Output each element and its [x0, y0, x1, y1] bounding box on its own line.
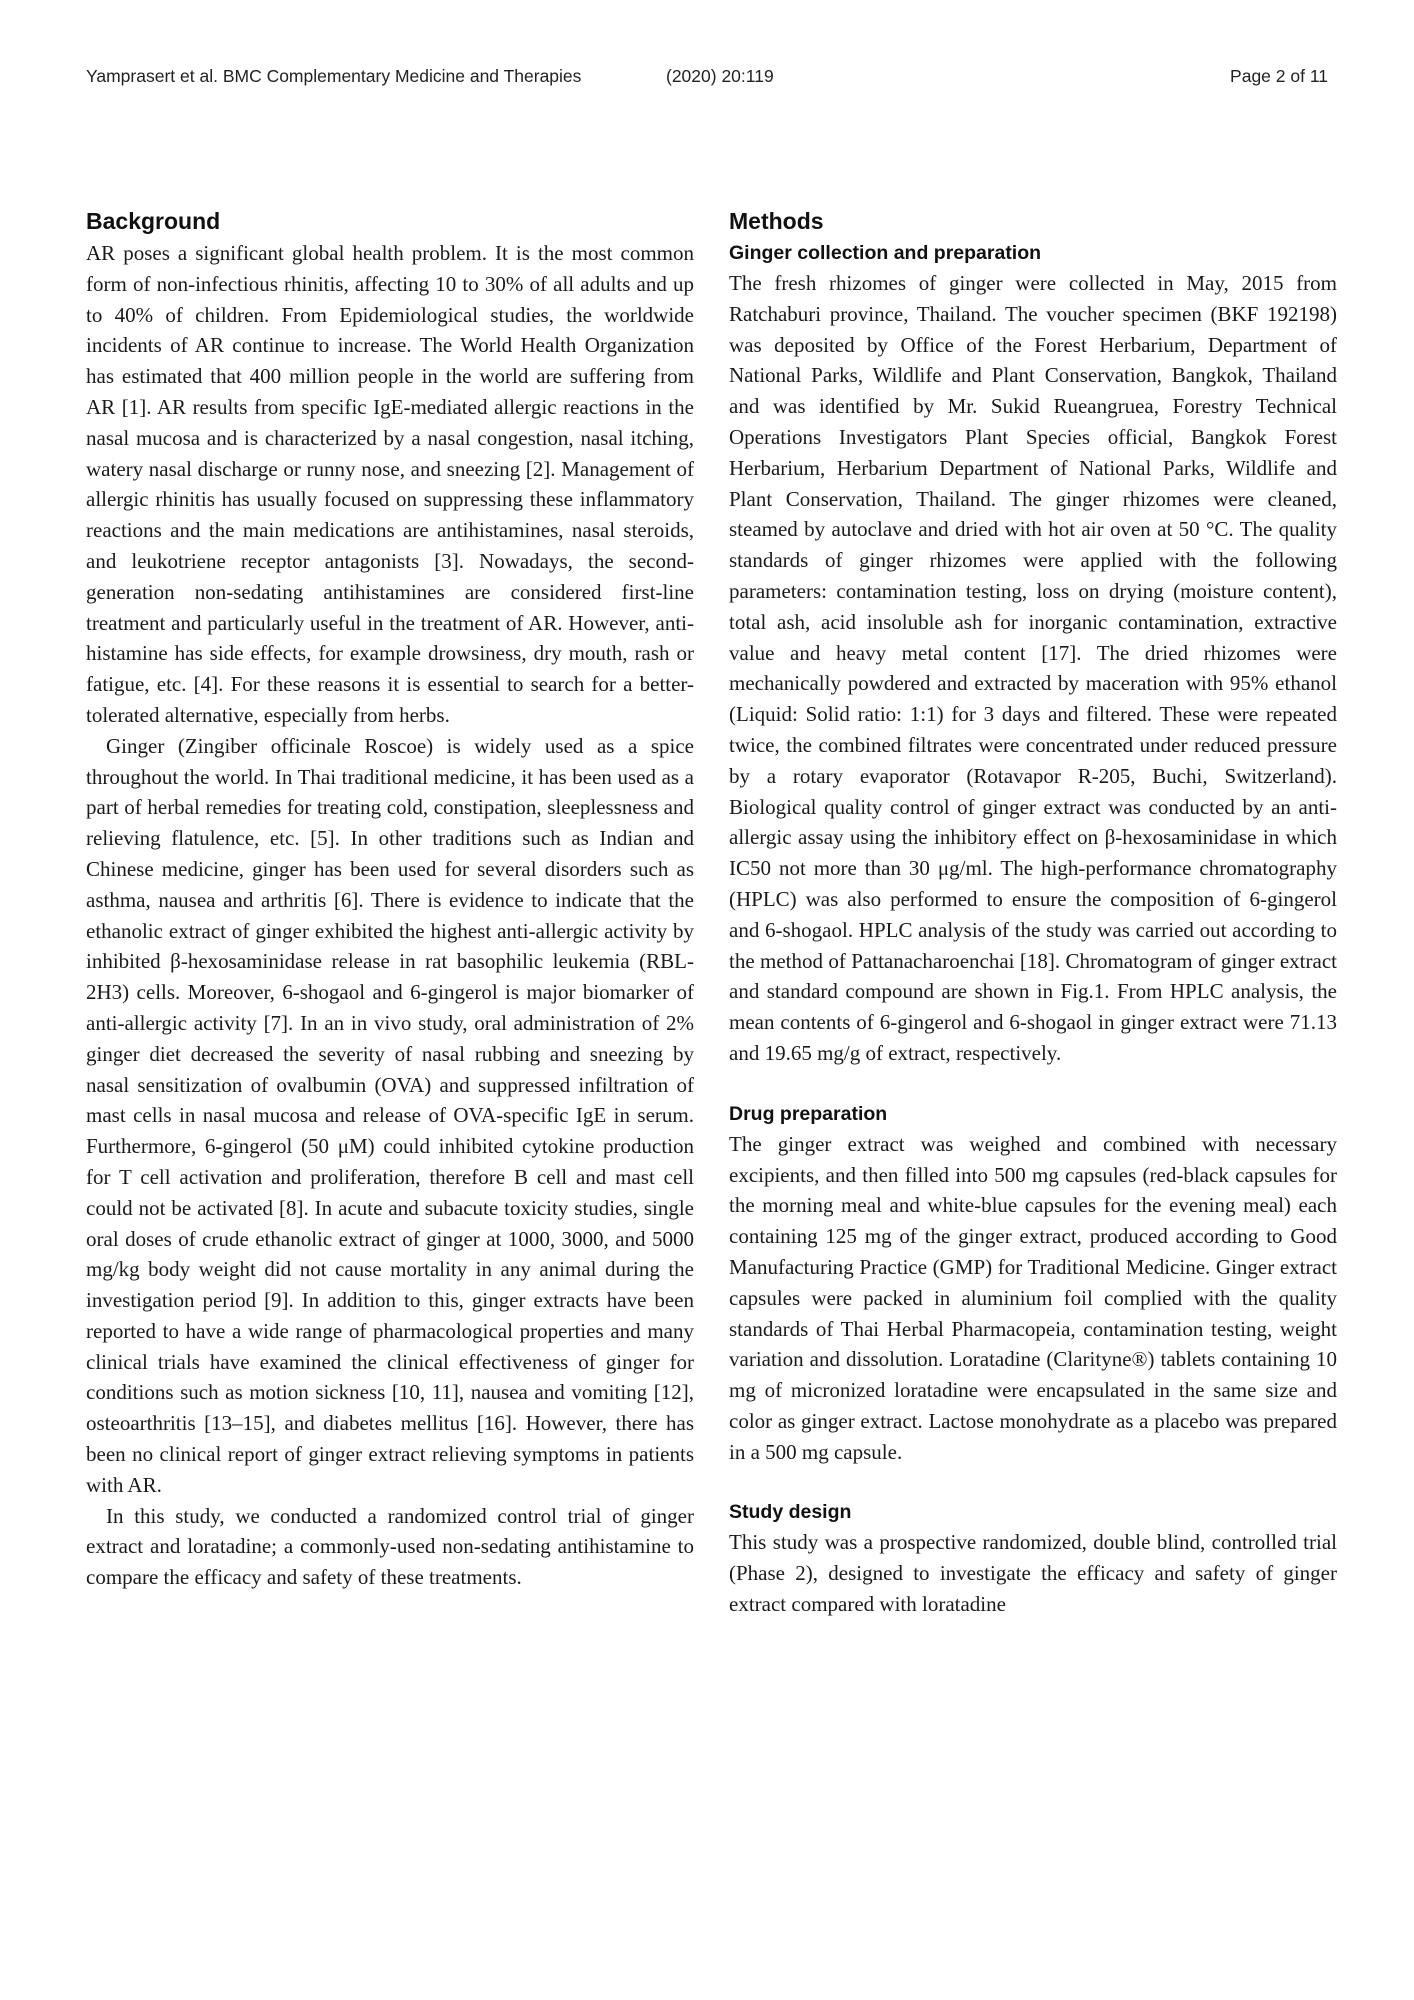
running-header: [86, 66, 1328, 90]
background-paragraph-3: In this study, we conducted a randomized control trial of ginger extract and loratadine; a commonly-used non-sedating antihistamine to compare the efficacy and safety of these treatments.: [86, 1503, 694, 1590]
study-design-paragraph: This study was a prospective randomized, double blind, controlled trial (Phase 2), designed to investigate the efficacy and safety of ginger extract compared with loratadine: [729, 1530, 1337, 1617]
drug-preparation-paragraph: The ginger extract was weighed and combined with necessary excipients, and then filled into 500 mg capsules (red-black capsules for the morning meal and white-blue capsules for the evening meal) each containing 125 mg of the ginger extract, produced according to Good Manufacturing Practice (GMP) for Traditional Medicine. Ginger extract capsules were packed in aluminium foil complied with the quality standards of Thai Herbal Pharmacopeia, contamination testing, weight variation and dissolution. Loratadine (Clarityne®) tablets containing 10 mg of micronized loratadine were encapsulated in the same size and color as ginger extract. Lactose monohydrate as a placebo was prepared in a 500 mg capsule.: [729, 1131, 1337, 1464]
journal-citation: Yamprasert et al. BMC Complementary Medicine and Therapies: [86, 66, 582, 86]
background-heading: Background: [86, 208, 221, 234]
methods-heading: Methods: [729, 208, 824, 234]
right-column: [729, 206, 1337, 1620]
ginger-collection-subheading: Ginger collection and preparation: [729, 242, 1042, 264]
background-paragraph-2: Ginger (Zingiber officinale Roscoe) is widely used as a spice throughout the world. In Thai traditional medicine, it has been used as a part of herbal remedies for treating cold, constipation, sleeplessness and relieving flatulence, etc. [5]. In other traditions such as Indian and Chinese medicine, ginger has been used for several disorders such as asthma, nausea and arthritis [6]. There is evidence to indicate that the ethanolic extract of ginger exhibited the highest anti-allergic activity by inhibited β-hexosaminidase release in rat basophilic leukemia (RBL-2H3) cells. Moreover, 6-shogaol and 6-gingerol is major biomarker of anti-allergic activity [7]. In an in vivo study, oral administration of 2% ginger diet decreased the severity of nasal rubbing and sneezing by nasal sensitization of ovalbumin (OVA) and suppressed infiltration of mast cells in nasal mucosa and release of OVA-specific IgE in serum. Furthermore, 6-gingerol (50 μM) could inhibited cytokine production for T cell activation and proliferation, therefore B cell and mast cell could not be activated [8]. In acute and subacute toxicity studies, single oral doses of crude ethanolic extract of ginger at 1000, 3000, and 5000 mg/kg body weight did not cause mortality in any animal during the investigation period [9]. In addition to this, ginger extracts have been reported to have a wide range of pharmacological properties and many clinical trials have examined the clinical effectiveness of ginger for conditions such as motion sickness [10, 11], nausea and vomiting [12], osteoarthritis [13–15], and diabetes mellitus [16]. However, there has been no clinical report of ginger extract relieving symptoms in patients with AR.: [86, 733, 694, 1497]
page-number: Page 2 of 11: [1230, 66, 1328, 86]
ginger-collection-paragraph: The fresh rhizomes of ginger were collected in May, 2015 from Ratchaburi province, Thailand. The voucher specimen (BKF 192198) was deposited by Office of the Forest Herbarium, Department of National Parks, Wildlife and Plant Conservation, Bangkok, Thailand and was identified by Mr. Sukid Rueangruea, Forestry Technical Operations Investigators Plant Species official, Bangkok Forest Herbarium, Herbarium Department of National Parks, Wildlife and Plant Conservation, Thailand. The ginger rhizomes were cleaned, steamed by autoclave and dried with hot air oven at 50 °C. The quality standards of ginger rhizomes were applied with the following parameters: contamination testing, loss on drying (moisture content), total ash, acid insoluble ash for inorganic contamination, extractive value and heavy metal content [17]. The dried rhizomes were mechanically powdered and extracted by maceration with 95% ethanol (Liquid: Solid ratio: 1:1) for 3 days and filtered. These were repeated twice, the combined filtrates were concentrated under reduced pressure by a rotary evaporator (Rotavapor R-205, Buchi, Switzerland). Biological quality control of ginger extract was conducted by an anti-allergic assay using the inhibitory effect on β-hexosaminidase in which IC50 not more than 30 μg/ml. The high-performance chromatography (HPLC) was also performed to ensure the composition of 6-gingerol and 6-shogaol. HPLC analysis of the study was carried out according to the method of Pattanacharoenchai [18]. Chromatogram of ginger extract and standard compound are shown in Fig.1. From HPLC analysis, the mean contents of 6-gingerol and 6-shogaol in ginger extract were 71.13 and 19.65 mg/g of extract, respectively.: [729, 271, 1337, 1065]
study-design-subheading: Study design: [729, 1501, 852, 1524]
issue-number: (2020) 20:119: [666, 66, 774, 86]
background-paragraph-1: AR poses a significant global health problem. It is the most common form of non-infectious rhinitis, affecting 10 to 30% of all adults and up to 40% of children. From Epidemiological studies, the worldwide incidents of AR continue to increase. The World Health Organization has estimated that 400 million people in the world are suffering from AR [1]. AR results from specific IgE-mediated allergic reactions in the nasal mucosa and is characterized by a nasal congestion, nasal itching, watery nasal discharge or runny nose, and sneezing [2]. Management of allergic rhinitis has usually focused on suppressing these inflammatory reactions and the main medications are antihistamines, nasal steroids, and leukotriene receptor antagonists [3]. Nowadays, the second-generation non-sedating antihistamines are considered first-line treatment and particularly useful in the treatment of AR. However, anti-histamine has side effects, for example drowsiness, dry mouth, rash or fatigue, etc. [4]. For these reasons it is essential to search for a better-tolerated alternative, especially from herbs.: [86, 241, 694, 727]
left-column: [86, 206, 694, 1593]
drug-preparation-subheading: Drug preparation: [729, 1102, 888, 1125]
